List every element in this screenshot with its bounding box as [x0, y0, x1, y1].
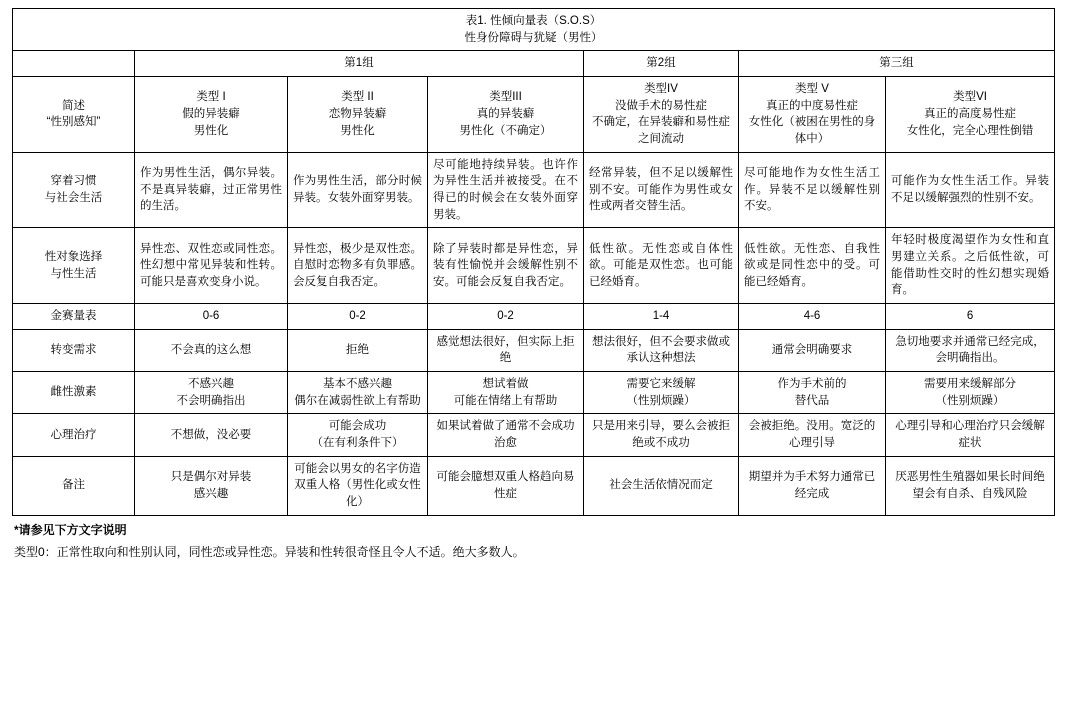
table-title-line-2: 性身份障碍与犹疑（男性） [464, 31, 603, 44]
type-5-desc: 真正的中度易性症 [766, 99, 858, 112]
type-2-gender: 男性化 [340, 124, 375, 137]
cell-remarks-type5 [739, 456, 886, 515]
type-1-name: 类型 I [196, 91, 226, 104]
cell-estrogen-type4 [584, 372, 739, 414]
cell-text: 需要它来缓解 （性别烦躁） [626, 378, 696, 407]
cell-sexual-type1 [135, 228, 288, 304]
group-header-3: 第三组 [739, 51, 1055, 77]
cell-clothing-type4 [584, 152, 739, 228]
cell-text: 厌恶男性生殖器如果长时间绝望会有自杀、自残风险 [895, 471, 1045, 500]
cell-remarks-type3 [428, 456, 584, 515]
group-header-corner [13, 51, 135, 77]
cell-psych-type3 [428, 414, 584, 456]
cell-psych-type1 [135, 414, 288, 456]
cell-text: 想法很好，但不会要求做或承认这种想法 [592, 335, 730, 365]
type-4-name: 类型IV [644, 83, 678, 96]
table-title-row [13, 9, 1055, 51]
cell-psych-type4 [584, 414, 739, 456]
row-label-summary-line-2: “性别感知” [46, 116, 101, 129]
type-column-5 [739, 77, 886, 153]
type-column-4 [584, 77, 739, 153]
row-label-clothing-line-1: 穿着习惯 [50, 175, 97, 188]
type-column-2 [288, 77, 428, 153]
cell-kinsey-type4: 1-4 [584, 304, 739, 330]
group-header-1: 第1组 [135, 51, 584, 77]
type-4-desc: 没做手术的易性症 [615, 99, 707, 112]
cell-estrogen-type2 [288, 372, 428, 414]
cell-text: 需要用来缓解部分 （性别烦躁） [924, 378, 1017, 407]
table-row [13, 456, 1055, 515]
cell-kinsey-type2: 0-2 [288, 304, 428, 330]
cell-text: 作为男性生活，偶尔异装。不是真异装癖，过正常男性的生活。 [140, 167, 282, 213]
cell-text: 想试着做 可能在情绪上有帮助 [453, 378, 558, 407]
cell-text: 只是用来引导，要么会被拒绝或不成功 [592, 420, 730, 450]
type-2-name: 类型 II [341, 91, 374, 104]
cell-text: 可能会以男女的名字仿造双重人格（男性化或女性化） [294, 462, 421, 509]
cell-psych-type6 [886, 414, 1055, 456]
type-column-1 [135, 77, 288, 153]
cell-estrogen-type6 [886, 372, 1055, 414]
cell-text: 低性欲。无性恋、自我性欲或是同性恋中的受。可能已经婚育。 [744, 242, 880, 289]
cell-text: 作为手术前的 替代品 [777, 378, 847, 407]
sexual-orientation-scale-table [12, 8, 1055, 516]
cell-estrogen-type3 [428, 372, 584, 414]
cell-kinsey-type5: 4-6 [739, 304, 886, 330]
cell-text: 如果试着做了通常不会成功治愈 [436, 420, 575, 450]
cell-clothing-type6 [886, 152, 1055, 228]
cell-estrogen-type1 [135, 372, 288, 414]
table-row [13, 329, 1055, 371]
cell-sexual-type2 [288, 228, 428, 304]
cell-clothing-type3 [428, 152, 584, 228]
row-label-summary-line-1: 简述 [62, 99, 85, 112]
row-label-clothing-line-2: 与社会生活 [44, 192, 103, 205]
cell-text: 期望并为手术努力通常已经完成 [748, 471, 876, 500]
row-label-estrogen: 雌性激素 [13, 372, 135, 414]
cell-text: 心理引导和心理治疗只会缓解症状 [895, 420, 1045, 450]
footnote-reference: *请参见下方文字说明 [14, 522, 127, 537]
type-3-gender: 男性化（不确定） [459, 124, 552, 137]
cell-remarks-type6 [886, 456, 1055, 515]
cell-text: 不会真的这么想 [170, 344, 252, 357]
cell-clothing-type5 [739, 152, 886, 228]
table-row [13, 304, 1055, 330]
table-row [13, 228, 1055, 304]
row-label-remarks: 备注 [13, 456, 135, 515]
row-label-clothing [13, 152, 135, 228]
cell-remarks-type4 [584, 456, 739, 515]
type-2-desc: 恋物异装癖 [328, 108, 387, 121]
cell-clothing-type1 [135, 152, 288, 228]
cell-psych-type2 [288, 414, 428, 456]
type-6-name: 类型VI [953, 91, 987, 104]
table-title-line-1: 表1. 性倾向量表（S.O.S） [465, 15, 602, 27]
cell-text: 可能会臆想双重人格趋向易性症 [436, 471, 575, 500]
cell-text: 急切地要求并通常已经完成，会明确指出。 [895, 335, 1045, 365]
row-label-summary [13, 77, 135, 153]
group-header-row [13, 51, 1055, 77]
cell-text: 只是偶尔对异装 感兴趣 [170, 471, 252, 500]
cell-text: 可能作为女性生活工作。异装不足以缓解强烈的性别不安。 [891, 175, 1050, 205]
group-header-2: 第2组 [584, 51, 739, 77]
row-label-sexual-object [13, 228, 135, 304]
cell-transition-type2 [288, 329, 428, 371]
type-6-gender: 女性化，完全心理性倒错 [906, 124, 1034, 137]
cell-text: 社会生活依情况而定 [609, 479, 713, 492]
cell-sexual-type3 [428, 228, 584, 304]
cell-transition-type4 [584, 329, 739, 371]
type-1-gender: 男性化 [193, 124, 229, 137]
cell-text: 通常会明确要求 [771, 344, 853, 357]
cell-transition-type5 [739, 329, 886, 371]
type-5-name: 类型 V [795, 83, 829, 96]
footnote-type-zero: 类型0：正常性取向和性别认同，同性恋或异性恋。异装和性转很奇怪且令人不适。绝大多数人。 [14, 544, 525, 559]
cell-remarks-type2 [288, 456, 428, 515]
row-label-psychotherapy: 心理治疗 [13, 414, 135, 456]
cell-remarks-type1 [135, 456, 288, 515]
cell-sexual-type4 [584, 228, 739, 304]
cell-text: 尽可能地持续异装。也许作为异性生活并被接受。在不得已的时候会在女装外面穿男装。 [433, 158, 578, 221]
cell-text: 作为男性生活，部分时候异装。女装外面穿男装。 [293, 175, 422, 205]
type-column-6 [886, 77, 1055, 153]
type-header-row [13, 77, 1055, 153]
type-3-name: 类型III [489, 91, 522, 104]
cell-text: 尽可能地作为女性生活工作。异装不足以缓解性别不安。 [744, 167, 880, 213]
cell-text: 感觉想法很好，但实际上拒绝 [436, 335, 575, 365]
row-label-transition-need: 转变需求 [13, 329, 135, 371]
cell-sexual-type5 [739, 228, 886, 304]
cell-text: 低性欲。无性恋或自体性欲。可能是双性恋。也可能已经婚育。 [589, 242, 733, 289]
cell-text: 异性恋，极少是双性恋。自慰时恋物多有负罪感。会反复自我否定。 [293, 242, 422, 289]
table-row [13, 414, 1055, 456]
type-6-desc: 真正的高度易性症 [924, 108, 1017, 121]
type-3-desc: 真的异装癖 [476, 108, 535, 121]
type-column-3 [428, 77, 584, 153]
cell-transition-type1 [135, 329, 288, 371]
cell-text: 可能会成功 （在有利条件下） [311, 420, 404, 450]
cell-text: 会被拒绝。没用。宽泛的心理引导 [748, 420, 876, 450]
cell-kinsey-type6: 6 [886, 304, 1055, 330]
table-row [13, 152, 1055, 228]
row-label-sexual-object-line-1: 性对象选择 [44, 251, 103, 264]
row-label-sexual-object-line-2: 与性生活 [50, 267, 97, 280]
row-label-kinsey: 金赛量表 [13, 304, 135, 330]
cell-transition-type6 [886, 329, 1055, 371]
type-4-gender: 不确定，在异装癖和易性症之间流动 [592, 116, 730, 146]
cell-text: 除了异装时都是异性恋，异装有性愉悦并会缓解性别不安。可能会反复自我否定。 [433, 242, 578, 289]
cell-sexual-type6 [886, 228, 1055, 304]
cell-text: 不感兴趣 不会明确指出 [176, 378, 246, 407]
cell-estrogen-type5 [739, 372, 886, 414]
cell-text: 基本不感兴趣 偶尔在减弱性欲上有帮助 [294, 378, 421, 407]
type-5-gender: 女性化（被困在男性的身体中） [748, 116, 876, 146]
cell-clothing-type2 [288, 152, 428, 228]
cell-text: 经常异装，但不足以缓解性别不安。可能作为男性或女性或两者交替生活。 [589, 167, 733, 213]
cell-text: 不想做，没必要 [170, 428, 252, 441]
table-row [13, 372, 1055, 414]
table-title [13, 9, 1055, 51]
cell-text: 拒绝 [346, 344, 369, 357]
type-1-desc: 假的异装癖 [182, 108, 240, 121]
cell-psych-type5 [739, 414, 886, 456]
cell-transition-type3 [428, 329, 584, 371]
cell-kinsey-type1: 0-6 [135, 304, 288, 330]
cell-text: 年轻时极度渴望作为女性和直男建立关系。之后低性欲，可能借助性交时的性幻想实现婚育。 [891, 234, 1050, 297]
cell-kinsey-type3: 0-2 [428, 304, 584, 330]
cell-text: 异性恋、双性恋或同性恋。性幻想中常见异装和性转。可能只是喜欢变身小说。 [140, 242, 282, 289]
